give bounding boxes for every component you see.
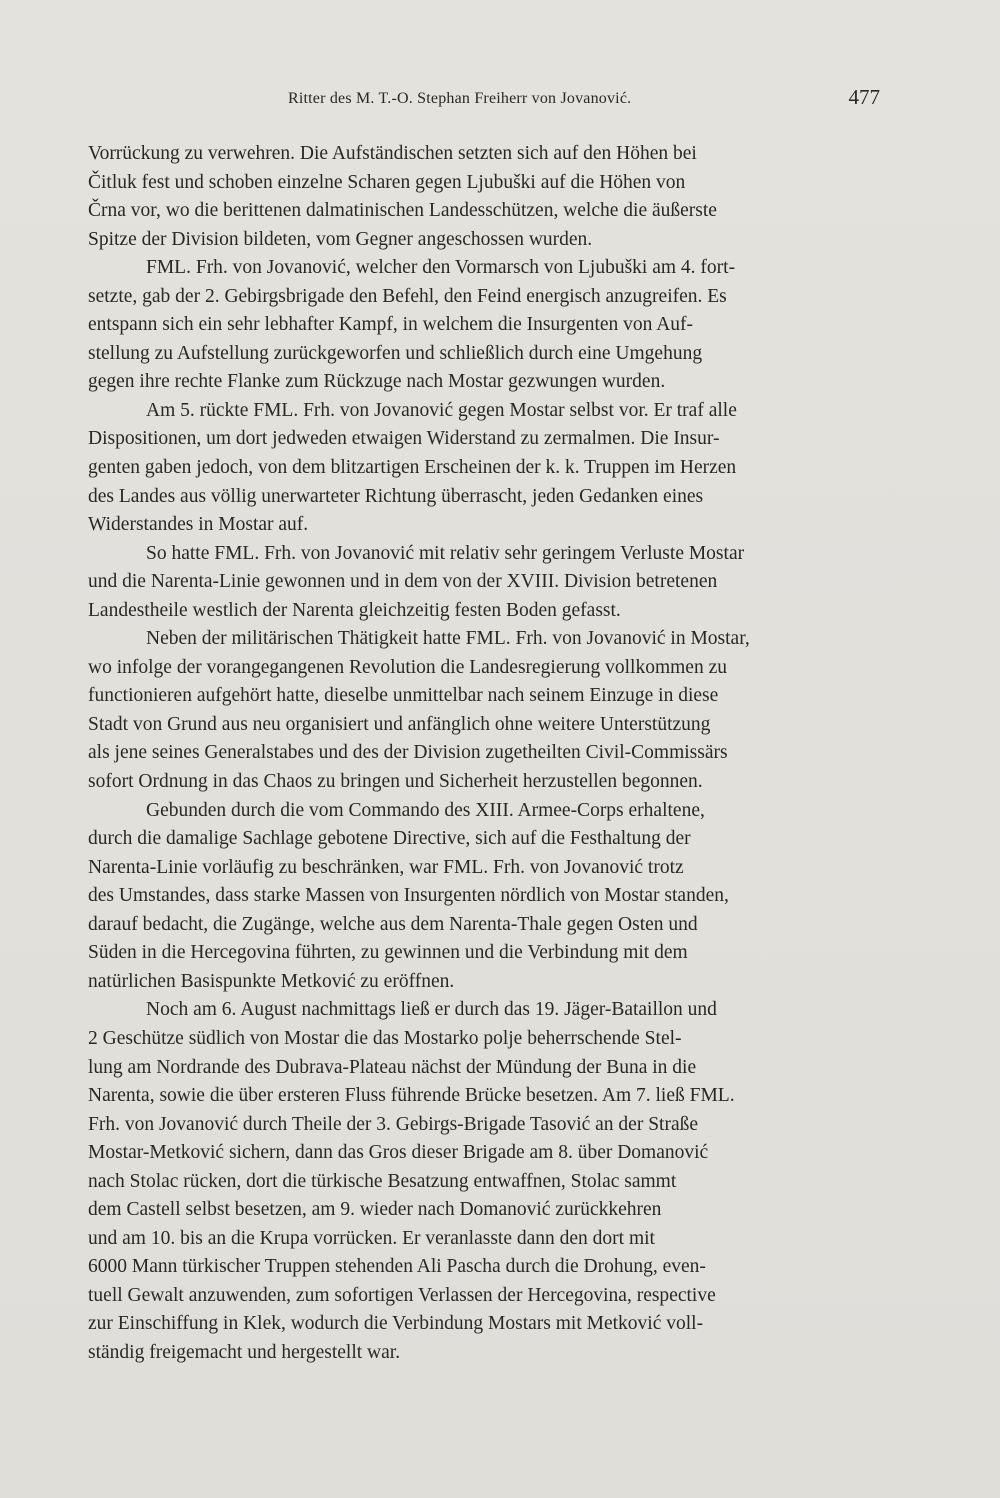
text-line: setzte, gab der 2. Gebirgsbrigade den Befehl, den Feind energisch anzugreifen. Es (88, 285, 727, 307)
text-line: FML. Frh. von Jovanović, welcher den Vormarsch von Ljubuški am 4. fort- (146, 257, 736, 279)
text-line: ständig freigemacht und hergestellt war. (88, 1341, 401, 1363)
text-line: Vorrückung zu verwehren. Die Aufständischen setzten sich auf den Höhen bei (88, 143, 697, 164)
text-line: und am 10. bis an die Krupa vorrücken. Er veranlasste dann den dort mit (88, 1227, 655, 1249)
text-line: gegen ihre rechte Flanke zum Rückzuge nach Mostar gezwungen wurden. (88, 371, 666, 393)
text-line: So hatte FML. Frh. von Jovanović mit relativ sehr geringem Verluste Mostar (146, 542, 745, 564)
text-line: Landestheile westlich der Narenta gleichzeitig festen Boden gefasst. (88, 599, 621, 621)
text-line: Frh. von Jovanović durch Theile der 3. Gebirgs-Brigade Tasović an der Straße (88, 1113, 699, 1135)
text-line: durch die damalige Sachlage gebotene Directive, sich auf die Festhaltung der (88, 828, 691, 850)
text-line: tuell Gewalt anzuwenden, zum sofortigen Verlassen der Hercegovina, respective (88, 1284, 716, 1306)
text-line: Mostar-Metković sichern, dann das Gros dieser Brigade am 8. über Domanović (88, 1142, 709, 1164)
text-line: Narenta-Linie vorläufig zu beschränken, war FML. Frh. von Jovanović trotz (88, 856, 684, 878)
text-line: sofort Ordnung in das Chaos zu bringen und Sicherheit herzustellen begonnen. (88, 771, 703, 793)
text-line: functionieren aufgehört hatte, dieselbe unmittelbar nach seinem Einzuge in diese (88, 685, 719, 707)
text-line: und die Narenta-Linie gewonnen und in dem von der XVIII. Division betretenen (88, 571, 718, 593)
text-line: Narenta, sowie die über ersteren Fluss führende Brücke besetzen. Am 7. ließ FML. (88, 1085, 735, 1107)
running-title: Ritter des M. T.-O. Stephan Freiherr von Jovanović. (288, 90, 632, 107)
text-line: Gebunden durch die vom Commando des XIII. Armee-Corps erhaltene, (146, 799, 705, 821)
text-line: Noch am 6. August nachmittags ließ er durch das 19. Jäger-Bataillon und (146, 999, 717, 1021)
text-line: Süden in die Hercegovina führten, zu gewinnen und die Verbindung mit dem (88, 942, 688, 964)
text-line: genten gaben jedoch, von dem blitzartigen Erscheinen der k. k. Truppen im Herzen (88, 457, 737, 479)
text-line: des Umstandes, dass starke Massen von Insurgenten nördlich von Mostar standen, (88, 885, 729, 907)
text-line: natürlichen Basispunkte Metković zu eröffnen. (88, 970, 455, 992)
running-head (88, 85, 880, 115)
text-line: Dispositionen, um dort jedweden etwaigen Widerstand zu zermalmen. Die Insur- (88, 428, 720, 450)
text-line: 2 Geschütze südlich von Mostar die das Mostarko polje beherrschende Stel- (88, 1027, 682, 1049)
text-line: Čitluk fest und schoben einzelne Scharen gegen Ljubuški auf die Höhen von (88, 171, 686, 193)
text-line: nach Stolac rücken, dort die türkische Besatzung entwaffnen, Stolac sammt (88, 1170, 677, 1192)
text-line: dem Castell selbst besetzen, am 9. wieder nach Domanović zurückkehren (88, 1199, 662, 1221)
text-line: Widerstandes in Mostar auf. (88, 514, 309, 536)
text-line: zur Einschiffung in Klek, wodurch die Verbindung Mostars mit Metković voll- (88, 1313, 704, 1335)
text-line: Spitze der Division bildeten, vom Gegner angeschossen wurden. (88, 228, 593, 250)
text-line: Stadt von Grund aus neu organisiert und anfänglich ohne weitere Unterstützung (88, 713, 711, 735)
text-line: Črna vor, wo die berittenen dalmatinischen Landesschützen, welche die äußerste (88, 200, 717, 222)
text-line: als jene seines Generalstabes und des der Division zugetheilten Civil-Commissärs (88, 742, 728, 764)
text-line: 6000 Mann türkischer Truppen stehenden Ali Pascha durch die Drohung, even- (88, 1256, 706, 1278)
text-line: stellung zu Aufstellung zurückgeworfen und schließlich durch eine Umgehung (88, 342, 703, 364)
text-line: lung am Nordrande des Dubrava-Plateau nächst der Mündung der Buna in die (88, 1056, 697, 1078)
text-line: darauf bedacht, die Zugänge, welche aus dem Narenta-Thale gegen Osten und (88, 913, 698, 935)
text-line: Neben der militärischen Thätigkeit hatte FML. Frh. von Jovanović in Mostar, (146, 628, 750, 650)
text-line: Am 5. rückte FML. Frh. von Jovanović gegen Mostar selbst vor. Er traf alle (146, 399, 737, 421)
body-text (88, 140, 880, 1368)
text-line: des Landes aus völlig unerwarteter Richtung überrascht, jeden Gedanken eines (88, 485, 704, 507)
page-number: 477 (848, 85, 880, 109)
text-line: wo infolge der vorangegangenen Revolution die Landesregierung vollkommen zu (88, 656, 727, 678)
text-line: entspann sich ein sehr lebhafter Kampf, in welchem die Insurgenten von Auf- (88, 314, 694, 336)
